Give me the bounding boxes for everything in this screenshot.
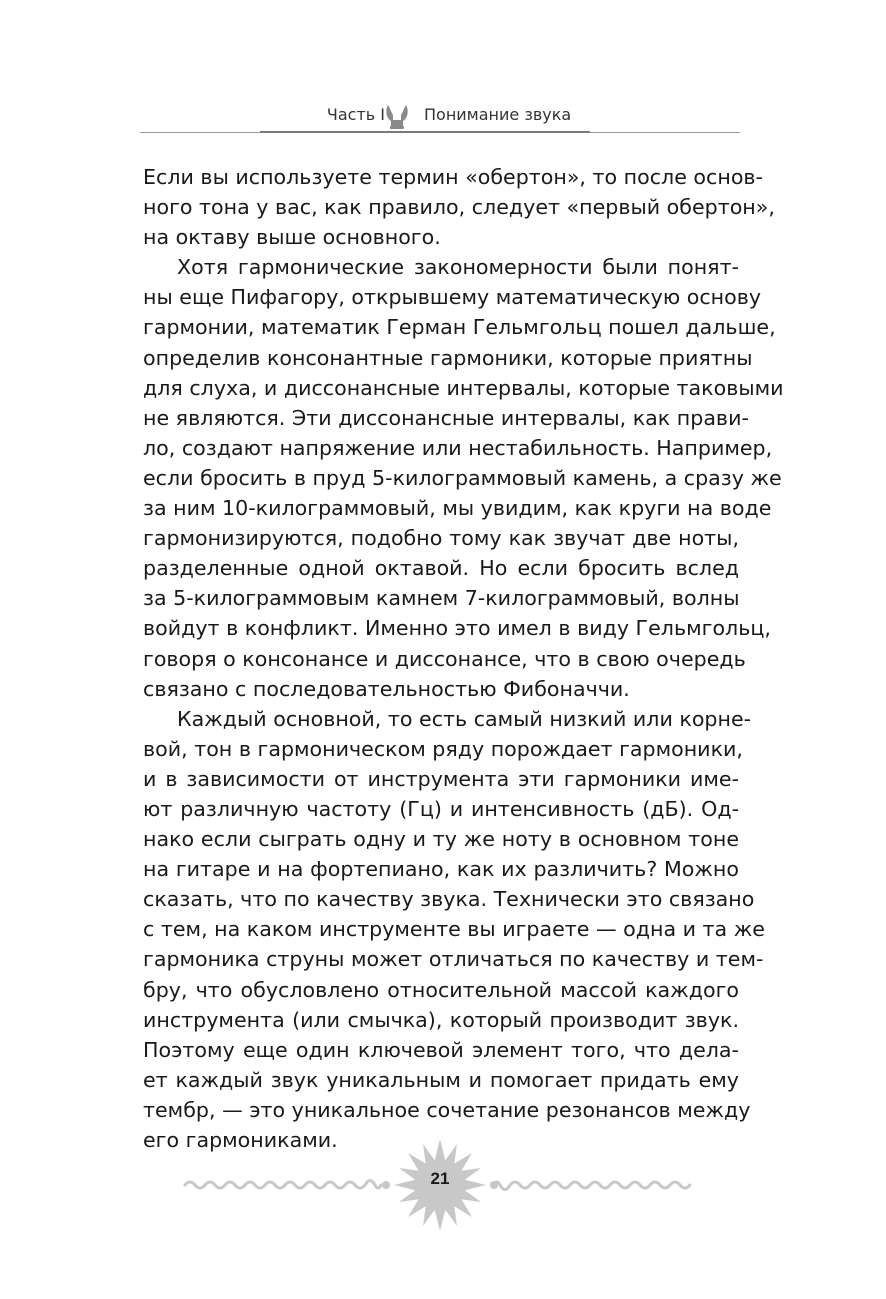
wave-ornament-right-icon [494, 1182, 690, 1190]
text-line: и в зависимости от инструмента эти гармоники име- [143, 766, 739, 791]
text-line: Хотя гармонические закономерности были понят- [177, 255, 739, 280]
text-line: определив консонантные гармоники, которые приятны [143, 345, 753, 370]
lyre-icon [384, 102, 410, 130]
text-line: за ним 10-килограммовый, мы увидим, как круги на воде [143, 496, 772, 521]
text-line: его гармониками. [143, 1128, 338, 1152]
body-text [143, 162, 784, 1155]
text-line: для слуха, и диссонансные интервалы, которые таковыми [143, 375, 784, 400]
paragraph-3 [143, 704, 765, 1155]
paragraph-1 [143, 162, 775, 252]
text-line: инструмента (или смычка), который производит звук. [143, 1007, 739, 1032]
text-line: гармонии, математик Герман Гельмгольц пошел дальше, [143, 315, 776, 340]
header-part-label: Часть I [326, 105, 385, 124]
text-line: разделенные одной октавой. Но если бросить вслед [143, 556, 739, 581]
text-line: ют различную частоту (Гц) и интенсивность (дБ). Од- [143, 796, 739, 821]
text-line: Каждый основной, то есть самый низкий или корне- [177, 706, 752, 731]
text-line: ного тона у вас, как правило, следует «первый обертон», [143, 195, 775, 220]
text-line: говоря о консонансе и диссонансе, что в свою очередь [143, 646, 746, 671]
text-line: войдут в конфликт. Именно это имел в виду Гельмгольц, [143, 616, 771, 641]
text-line: тембр, — это уникальное сочетание резонансов между [143, 1097, 751, 1122]
text-line: вой, тон в гармоническом ряду порождает гармоники, [143, 736, 743, 761]
text-line: Если вы используете термин «обертон», то после основ- [143, 165, 763, 189]
text-line: ло, создают напряжение или нестабильность. Например, [143, 435, 773, 460]
page-number: 21 [430, 1169, 450, 1188]
text-line: ны еще Пифагору, открывшему математическую основу [143, 285, 762, 310]
text-line: нако если сыграть одну и ту же ноту в основном тоне [143, 827, 739, 852]
text-line: ет каждый звук уникальным и помогает придать ему [143, 1067, 739, 1092]
text-line: не являются. Эти диссонансные интервалы, как прави- [143, 405, 749, 430]
header-rule-accent [260, 131, 590, 133]
page-footer [180, 1135, 700, 1235]
running-header [140, 100, 740, 136]
header-title: Понимание звука [424, 105, 572, 124]
text-line: сказать, что по качеству звука. Технически это связано [143, 887, 755, 912]
text-line: на гитаре и на фортепиано, как их различить? Можно [143, 857, 739, 882]
text-line: гармоника струны может отличаться по качеству и тем- [143, 947, 764, 972]
text-line: гармонизируются, подобно тому как звучат две ноты, [143, 526, 739, 551]
text-line: на октаву выше основного. [143, 225, 441, 250]
paragraph-2 [143, 252, 784, 703]
wave-ornament-left-icon [185, 1181, 381, 1189]
text-line: связано с последовательностью Фибоначчи. [143, 676, 630, 701]
text-line: бру, что обусловлено относительной массой каждого [143, 977, 739, 1002]
text-line: если бросить в пруд 5-килограммовый камень, а сразу же [143, 465, 782, 490]
text-line: за 5-килограммовым камнем 7-килограммовый, волны [143, 586, 740, 611]
text-line: с тем, на каком инструменте вы играете — одна и та же [143, 917, 765, 942]
text-line: Поэтому еще один ключевой элемент того, что дела- [143, 1037, 739, 1062]
